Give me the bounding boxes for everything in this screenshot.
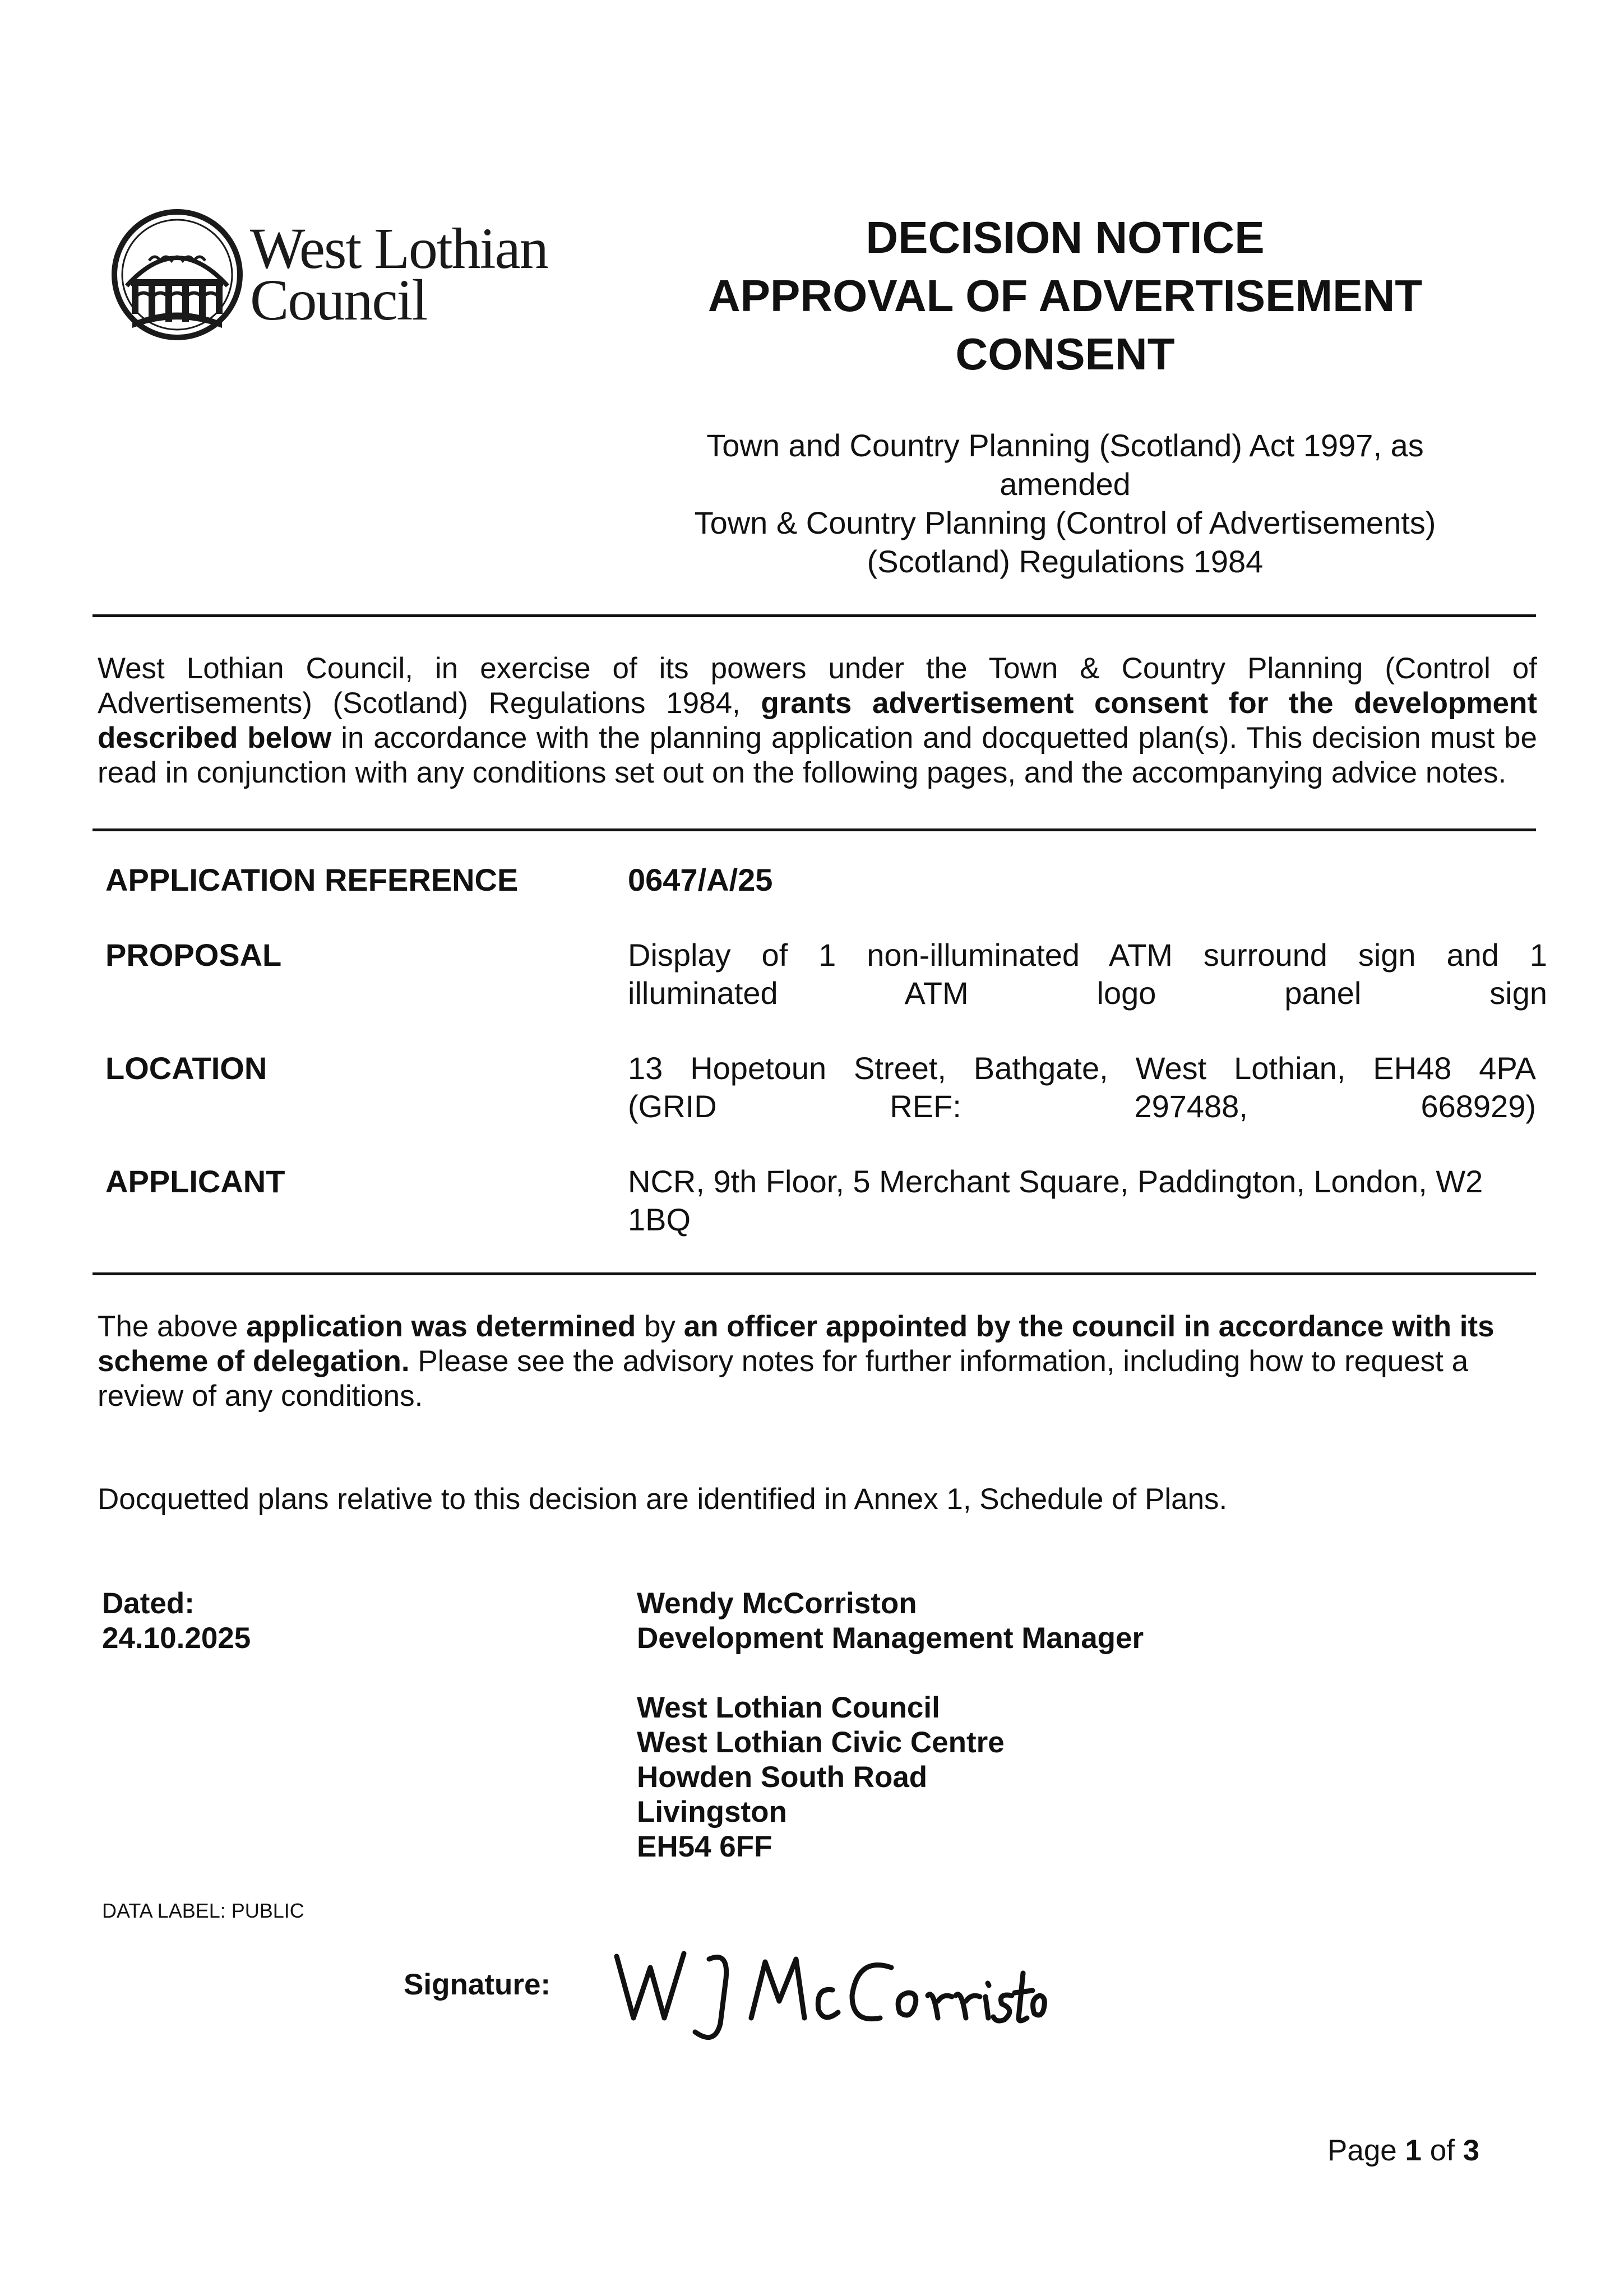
officer-block: Wendy McCorriston Development Management Manager West Lothian Council West Lothian Civic Centre Howden South Road Livingston EH54 6FF [637, 1587, 1144, 1863]
handwritten-signature [611, 1934, 1048, 2046]
data-label: DATA LABEL: PUBLIC [102, 1899, 304, 1922]
label-application-reference: APPLICATION REFERENCE [105, 862, 519, 897]
divider-details-top [92, 828, 1536, 831]
divider-top [92, 614, 1536, 617]
council-logo [110, 207, 603, 348]
signature-label: Signature: [404, 1968, 551, 2001]
value-application-reference: 0647/A/25 [628, 862, 773, 897]
legislation-references: Town and Country Planning (Scotland) Act 1997, as amended Town & Country Planning (Control of Advertisements) (Scotland) Regulations 1984 [694, 428, 1436, 579]
logo-wordmark: West Lothian Council [250, 216, 548, 332]
page-number: Page 1 of 3 [1327, 2134, 1480, 2167]
officer-name: Wendy McCorriston [637, 1587, 917, 1620]
value-applicant: NCR, 9th Floor, 5 Merchant Square, Paddington, London, W2 1BQ [628, 1164, 1483, 1237]
officer-role: Development Management Manager [637, 1622, 1144, 1655]
docquetted-plans-note: Docquetted plans relative to this decision are identified in Annex 1, Schedule of Plans. [98, 1483, 1228, 1516]
value-proposal: Display of 1 non-illuminated ATM surround sign and 1 illuminated ATM logo panel sign [628, 937, 1547, 1011]
divider-details-bottom [92, 1272, 1536, 1275]
dated-block: Dated: 24.10.2025 [102, 1587, 251, 1655]
page-title: DECISION NOTICE APPROVAL OF ADVERTISEMENT CONSENT [707, 212, 1423, 379]
label-proposal: PROPOSAL [105, 937, 282, 973]
determination-note: The above application was determined by an officer appointed by the council in accordance with its scheme of delegation. Please see the advisory notes for further information, including how to request a review of any conditions. [98, 1310, 1495, 1413]
viaduct-emblem-icon [110, 207, 244, 342]
label-location: LOCATION [105, 1050, 267, 1086]
label-applicant: APPLICANT [105, 1164, 285, 1199]
consent-statement: West Lothian Council, in exercise of its powers under the Town & Country Planning (Control of Advertisements) (Scotland) Regulations 1984, grants advertisement consent for the development described below in accordance with the planning application and docquetted plan(s). This decision must be read in conjunction with any conditions set out on the following pages, and the accompanying advice notes. [98, 652, 1537, 789]
value-location: 13 Hopetoun Street, Bathgate, West Lothian, EH48 4PA (GRID REF: 297488, 668929) [628, 1050, 1536, 1124]
